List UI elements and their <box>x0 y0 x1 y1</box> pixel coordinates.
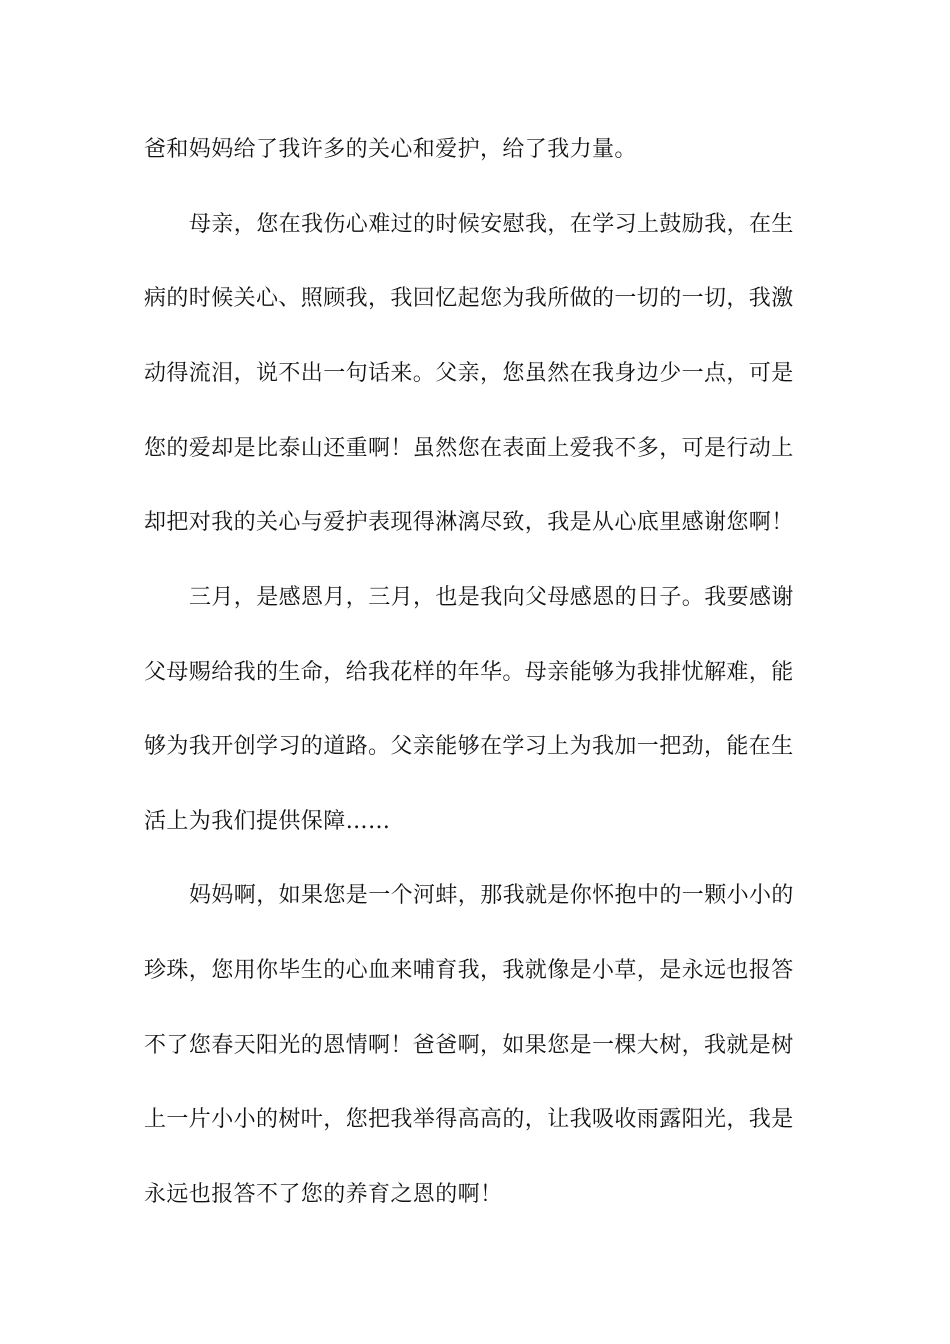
text-line: 爸和妈妈给了我许多的关心和爱护，给了我力量。 <box>144 137 637 162</box>
paragraph-first-line: 妈妈啊，如果您是一个河蚌，那我就是你怀抱中的一颗小小的 <box>189 883 794 908</box>
text-line: 病的时候关心、照顾我，我回忆起您为我所做的一切的一切，我激 <box>144 286 794 311</box>
text-line: 动得流泪，说不出一句话来。父亲，您虽然在我身边少一点，可是 <box>144 361 794 386</box>
text-line: 您的爱却是比泰山还重啊！虽然您在表面上爱我不多，可是行动上 <box>144 436 794 461</box>
text-line: 活上为我们提供保障…… <box>144 809 391 834</box>
text-line: 上一片小小的树叶，您把我举得高高的，让我吸收雨露阳光，我是 <box>144 1107 794 1132</box>
paragraph-first-line: 母亲，您在我伤心难过的时候安慰我，在学习上鼓励我，在生 <box>189 212 794 237</box>
paragraph-first-line: 三月，是感恩月，三月，也是我向父母感恩的日子。我要感谢 <box>189 585 794 610</box>
text-line: 不了您春天阳光的恩情啊！爸爸啊，如果您是一棵大树，我就是树 <box>144 1033 794 1058</box>
text-line: 永远也报答不了您的养育之恩的啊！ <box>144 1182 503 1207</box>
text-line: 够为我开创学习的道路。父亲能够在学习上为我加一把劲，能在生 <box>144 734 794 759</box>
text-line: 父母赐给我的生命，给我花样的年华。母亲能够为我排忧解难，能 <box>144 660 794 685</box>
text-line: 却把对我的关心与爱护表现得淋漓尽致，我是从心底里感谢您啊！ <box>144 510 794 535</box>
text-line: 珍珠，您用你毕生的心血来哺育我，我就像是小草，是永远也报答 <box>144 958 794 983</box>
